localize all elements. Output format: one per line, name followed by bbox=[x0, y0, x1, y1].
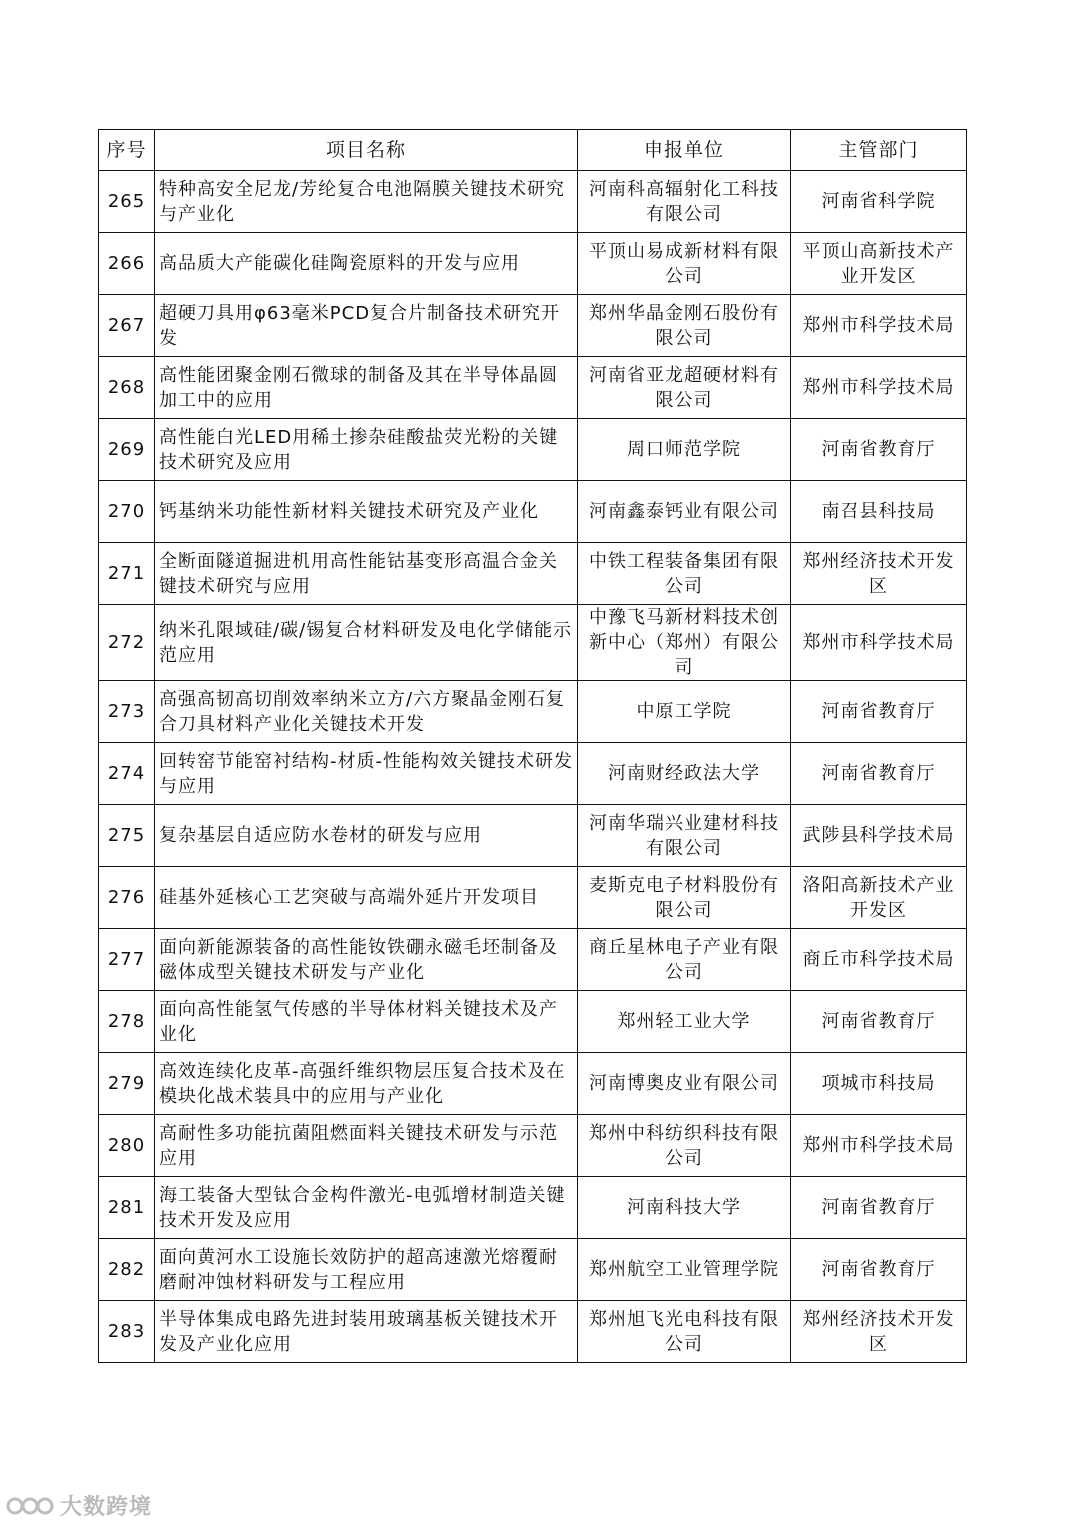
table-header-row bbox=[99, 130, 967, 171]
table-row bbox=[99, 805, 967, 867]
applicant-unit-cell: 河南省亚龙超硬材料有限公司 bbox=[578, 357, 791, 419]
table-row bbox=[99, 867, 967, 929]
applicant-unit-cell: 中豫飞马新材料技术创新中心（郑州）有限公司 bbox=[578, 605, 791, 681]
row-number: 281 bbox=[99, 1177, 155, 1239]
table-row bbox=[99, 295, 967, 357]
applicant-unit-cell: 河南博奥皮业有限公司 bbox=[578, 1053, 791, 1115]
project-name-cell: 面向高性能氢气传感的半导体材料关键技术及产业化 bbox=[155, 991, 578, 1053]
applicant-unit-cell: 郑州轻工业大学 bbox=[578, 991, 791, 1053]
applicant-unit-cell: 郑州旭飞光电科技有限公司 bbox=[578, 1301, 791, 1363]
row-number: 272 bbox=[99, 605, 155, 681]
applicant-unit-cell: 麦斯克电子材料股份有限公司 bbox=[578, 867, 791, 929]
department-cell: 河南省科学院 bbox=[791, 171, 967, 233]
project-name-cell: 特种高安全尼龙/芳纶复合电池隔膜关键技术研究与产业化 bbox=[155, 171, 578, 233]
table-row bbox=[99, 171, 967, 233]
project-name-cell: 面向黄河水工设施长效防护的超高速激光熔覆耐磨耐冲蚀材料研发与工程应用 bbox=[155, 1239, 578, 1301]
project-name-cell: 钙基纳米功能性新材料关键技术研究及产业化 bbox=[155, 481, 578, 543]
applicant-unit-cell: 河南科技大学 bbox=[578, 1177, 791, 1239]
department-cell: 南召县科技局 bbox=[791, 481, 967, 543]
applicant-unit-cell: 郑州航空工业管理学院 bbox=[578, 1239, 791, 1301]
row-number: 268 bbox=[99, 357, 155, 419]
applicant-unit-cell: 平顶山易成新材料有限公司 bbox=[578, 233, 791, 295]
header-department: 主管部门 bbox=[791, 130, 967, 171]
department-cell: 武陟县科学技术局 bbox=[791, 805, 967, 867]
project-name-cell: 复杂基层自适应防水卷材的研发与应用 bbox=[155, 805, 578, 867]
row-number: 280 bbox=[99, 1115, 155, 1177]
table-row bbox=[99, 1301, 967, 1363]
table-row bbox=[99, 605, 967, 681]
project-table bbox=[98, 129, 967, 1363]
table-row bbox=[99, 929, 967, 991]
watermark-text: 大数跨境 bbox=[60, 1495, 153, 1520]
project-name-cell: 海工装备大型钛合金构件激光-电弧增材制造关键技术开发及应用 bbox=[155, 1177, 578, 1239]
applicant-unit-cell: 河南鑫泰钙业有限公司 bbox=[578, 481, 791, 543]
applicant-unit-cell: 郑州中科纺织科技有限公司 bbox=[578, 1115, 791, 1177]
department-cell: 河南省教育厅 bbox=[791, 991, 967, 1053]
table-row bbox=[99, 481, 967, 543]
table-row bbox=[99, 1115, 967, 1177]
department-cell: 洛阳高新技术产业开发区 bbox=[791, 867, 967, 929]
table-row bbox=[99, 1177, 967, 1239]
project-name-cell: 面向新能源装备的高性能钕铁硼永磁毛坯制备及磁体成型关键技术研发与产业化 bbox=[155, 929, 578, 991]
row-number: 273 bbox=[99, 681, 155, 743]
applicant-unit-cell: 周口师范学院 bbox=[578, 419, 791, 481]
department-cell: 河南省教育厅 bbox=[791, 1177, 967, 1239]
project-name-cell: 回转窑节能窑衬结构-材质-性能构效关键技术研发与应用 bbox=[155, 743, 578, 805]
row-number: 274 bbox=[99, 743, 155, 805]
department-cell: 郑州经济技术开发区 bbox=[791, 1301, 967, 1363]
table-row bbox=[99, 743, 967, 805]
header-no: 序号 bbox=[99, 130, 155, 171]
table-row bbox=[99, 233, 967, 295]
table-row bbox=[99, 1053, 967, 1115]
row-number: 278 bbox=[99, 991, 155, 1053]
row-number: 265 bbox=[99, 171, 155, 233]
applicant-unit-cell: 郑州华晶金刚石股份有限公司 bbox=[578, 295, 791, 357]
department-cell: 郑州市科学技术局 bbox=[791, 357, 967, 419]
table-row bbox=[99, 1239, 967, 1301]
department-cell: 平顶山高新技术产业开发区 bbox=[791, 233, 967, 295]
applicant-unit-cell: 商丘星林电子产业有限公司 bbox=[578, 929, 791, 991]
applicant-unit-cell: 河南科高辐射化工科技有限公司 bbox=[578, 171, 791, 233]
department-cell: 商丘市科学技术局 bbox=[791, 929, 967, 991]
department-cell: 项城市科技局 bbox=[791, 1053, 967, 1115]
table-row bbox=[99, 419, 967, 481]
project-name-cell: 高效连续化皮革-高强纤维织物层压复合技术及在模块化战术装具中的应用与产业化 bbox=[155, 1053, 578, 1115]
table-row bbox=[99, 991, 967, 1053]
applicant-unit-cell: 中铁工程装备集团有限公司 bbox=[578, 543, 791, 605]
department-cell: 河南省教育厅 bbox=[791, 1239, 967, 1301]
row-number: 279 bbox=[99, 1053, 155, 1115]
project-name-cell: 高性能团聚金刚石微球的制备及其在半导体晶圆加工中的应用 bbox=[155, 357, 578, 419]
row-number: 277 bbox=[99, 929, 155, 991]
project-name-cell: 高耐性多功能抗菌阻燃面料关键技术研发与示范应用 bbox=[155, 1115, 578, 1177]
project-name-cell: 硅基外延核心工艺突破与高端外延片开发项目 bbox=[155, 867, 578, 929]
department-cell: 河南省教育厅 bbox=[791, 743, 967, 805]
department-cell: 河南省教育厅 bbox=[791, 681, 967, 743]
header-applicant-unit: 申报单位 bbox=[578, 130, 791, 171]
project-name-cell: 高性能白光LED用稀土掺杂硅酸盐荧光粉的关键技术研究及应用 bbox=[155, 419, 578, 481]
row-number: 275 bbox=[99, 805, 155, 867]
row-number: 282 bbox=[99, 1239, 155, 1301]
applicant-unit-cell: 河南财经政法大学 bbox=[578, 743, 791, 805]
row-number: 276 bbox=[99, 867, 155, 929]
project-name-cell: 纳米孔限域硅/碳/锡复合材料研发及电化学储能示范应用 bbox=[155, 605, 578, 681]
department-cell: 郑州市科学技术局 bbox=[791, 605, 967, 681]
project-name-cell: 高强高韧高切削效率纳米立方/六方聚晶金刚石复合刀具材料产业化关键技术开发 bbox=[155, 681, 578, 743]
department-cell: 郑州市科学技术局 bbox=[791, 1115, 967, 1177]
project-name-cell: 高品质大产能碳化硅陶瓷原料的开发与应用 bbox=[155, 233, 578, 295]
brand-logo-icon bbox=[6, 1493, 54, 1519]
table-row bbox=[99, 681, 967, 743]
header-project-name: 项目名称 bbox=[155, 130, 578, 171]
row-number: 283 bbox=[99, 1301, 155, 1363]
row-number: 267 bbox=[99, 295, 155, 357]
applicant-unit-cell: 中原工学院 bbox=[578, 681, 791, 743]
row-number: 271 bbox=[99, 543, 155, 605]
project-name-cell: 半导体集成电路先进封装用玻璃基板关键技术开发及产业化应用 bbox=[155, 1301, 578, 1363]
row-number: 269 bbox=[99, 419, 155, 481]
department-cell: 郑州经济技术开发区 bbox=[791, 543, 967, 605]
project-name-cell: 超硬刀具用φ63毫米PCD复合片制备技术研究开发 bbox=[155, 295, 578, 357]
table-row bbox=[99, 357, 967, 419]
row-number: 266 bbox=[99, 233, 155, 295]
table-row bbox=[99, 543, 967, 605]
department-cell: 郑州市科学技术局 bbox=[791, 295, 967, 357]
row-number: 270 bbox=[99, 481, 155, 543]
project-name-cell: 全断面隧道掘进机用高性能钴基变形高温合金关键技术研究与应用 bbox=[155, 543, 578, 605]
watermark bbox=[6, 1490, 152, 1521]
applicant-unit-cell: 河南华瑞兴业建材科技有限公司 bbox=[578, 805, 791, 867]
department-cell: 河南省教育厅 bbox=[791, 419, 967, 481]
